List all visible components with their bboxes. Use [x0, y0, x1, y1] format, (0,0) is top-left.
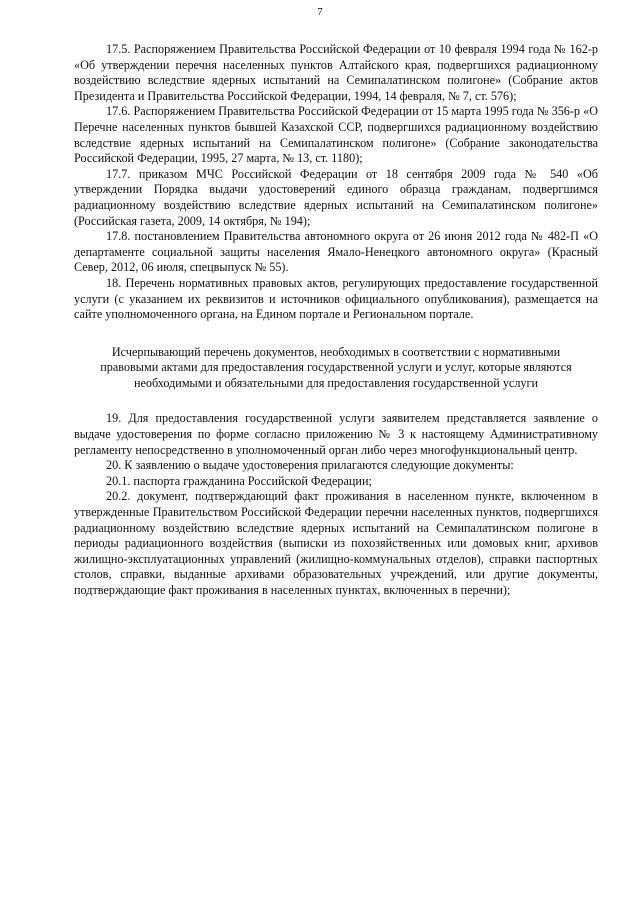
- paragraph-20: 20. К заявлению о выдаче удостоверения прилагаются следующие документы:: [106, 458, 514, 473]
- paragraph-20-2: 20.2. документ, подтверждающий факт проживания в населенном пункте, включенном в утвержденные Правительством Российской Федерации перечни населенных пунктов, подвергшихся радиационному воздействию вследствие ядерных испытаний на Семипалатинском полигоне в периоды радиационного воздействия (выписки из похозяйственных или домовых книг, архивов жилищно-эксплуатационных управлений (жилищно-коммунальных отделов), справки паспортных столов, справки, выданные архивами образовательных учреждений, или другие документы, подтверждающие факт проживания в населенных пунктах, включенных в перечни);: [74, 489, 598, 597]
- page-number: 7: [317, 6, 323, 18]
- section-heading: Исчерпывающий перечень документов, необходимых в соответствии с нормативными правовыми актами для предоставления государственной услуги и услуг, которые являются необходимыми и обязательными для предоставления государственной услуги: [100, 344, 572, 390]
- paragraph-19: 19. Для предоставления государственной услуги заявителем представляется заявление о выдаче удостоверения по форме согласно приложению № 3 к настоящему Административному регламенту непосредственно в уполномоченный орган либо через многофункциональный центр.: [74, 411, 598, 457]
- paragraph-18: 18. Перечень нормативных правовых актов, регулирующих предоставление государственной услуги (с указанием их реквизитов и источников официального опубликования), размещается на сайте уполномоченного органа, на Едином портале и Региональном портале.: [74, 275, 598, 322]
- document-body: [74, 42, 598, 599]
- paragraph-17-7: 17.7. приказом МЧС Российской Федерации от 18 сентября 2009 года № 540 «Об утверждении Порядка выдачи удостоверений единого образца гражданам, подвергшимся радиационному воздействию вследствие ядерных испытаний на Семипалатинском полигоне» (Российская газета, 2009, 14 октября, № 194);: [74, 166, 598, 228]
- paragraph-20-1: 20.1. паспорта гражданина Российской Федерации;: [106, 473, 372, 488]
- paragraph-17-5: 17.5. Распоряжением Правительства Российской Федерации от 10 февраля 1994 года № 162-р «Об утверждении перечня населенных пунктов Алтайского края, подвергшихся радиационному воздействию вследствие ядерных испытаний на Семипалатинском полигоне» (Собрание актов Президента и Правительства Российской Федерации, 1994, 14 февраля, № 7, ст. 576);: [74, 42, 598, 103]
- paragraph-17-8: 17.8. постановлением Правительства автономного округа от 26 июня 2012 года № 482-П «О департаменте социальной защиты населения Ямало-Ненецкого автономного округа» (Красный Север, 2012, 06 июля, спецвыпуск № 55).: [74, 229, 598, 275]
- paragraph-17-6: 17.6. Распоряжением Правительства Российской Федерации от 15 марта 1995 года № 356-р «О Перечне населенных пунктов бывшей Казахской ССР, подвергшихся радиационному воздействию вследствие ядерных испытаний на Семипалатинском полигоне» (Собрание законодательства Российской Федерации, 1995, 27 марта, № 13, ст. 1180);: [74, 104, 598, 166]
